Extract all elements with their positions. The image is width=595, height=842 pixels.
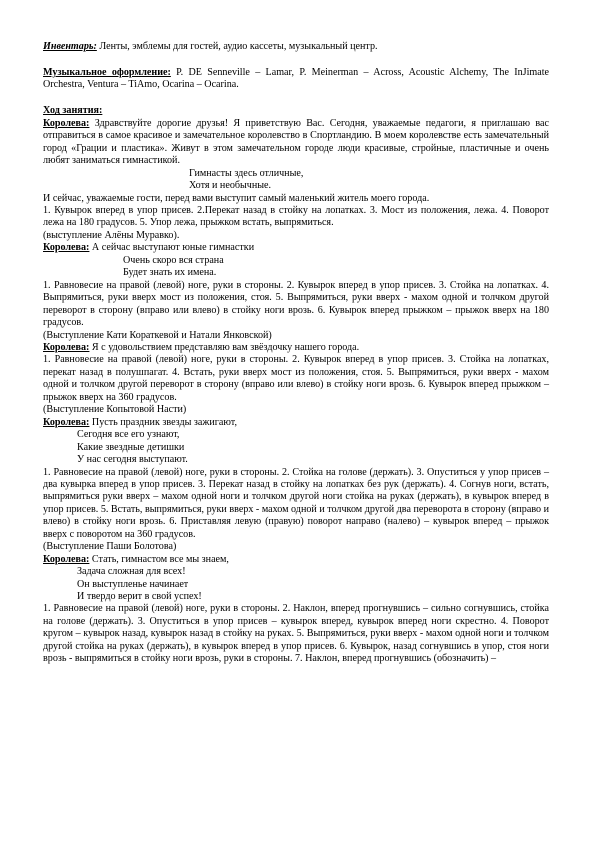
routine-paragraph: 1. Равновесие на правой (левой) ноге, руки в стороны. 2. Кувырок вперед в упор присев. 3. Стойка на лопатках. 4. Выпрямиться, руки вверх мост из положения, стоя. 5. Выпрямиться, руки вверх - махом одной и толчком другой переворот в сторону (вправо или влево) в стойку ноги врозь. 6. Кувырок вперед прыжком – прыжок вверх на 180 градусов. <box>43 279 549 329</box>
speech-paragraph <box>43 554 549 566</box>
speaker-label: Королева: <box>43 416 90 428</box>
performer-caption: (выступление Алёны Муравко). <box>43 229 180 241</box>
intro-paragraph <box>43 118 549 168</box>
performer-caption: (Выступление Копытовой Насти) <box>43 404 187 416</box>
course-heading: Ход занятия: <box>43 105 103 117</box>
intro-text: Здравствуйте дорогие друзья! Я приветствую Вас. Сегодня, уважаемые педагоги, я приглашаю вас отправиться в самое красивое и замечательное королевство в Спортландию. В моем королевстве есть замечательный город «Грации и пластика». Живут в этом замечательном городе люди красивые, стройные, пластичные и очень любят заниматься гимнастикой. <box>43 117 549 167</box>
speech-text: Я с удовольствием представляю вам звёздочку нашего города. <box>89 341 360 353</box>
performer-caption: (Выступление Кати Кораткевой и Натали Янковской) <box>43 329 272 341</box>
speaker-label: Королева: <box>43 341 90 353</box>
intro-verse-line: Хотя и необычные. <box>189 180 272 192</box>
intro-after-text: И сейчас, уважаемые гости, перед вами выступит самый маленький житель моего города. <box>43 192 430 204</box>
routine-paragraph: 1. Равновесие на правой (левой) ноге, руки в стороны. 2. Стойка на голове (держать). 3. Опуститься у упор присев – два кувырка вперед в упор присев. 3. Перекат назад в стойку на лопатках без рук (держать). 4. Согнув ноги, встать, выпрямиться руки вверх – махом одной ноги и толчком другой ноги стойка на руках (держать), в кувырок вперед в упор присев. 5. Встать, выпрямиться, руки вверх - махом одной и толчком другой два переворота в сторону (вправо и влево) в стойку ноги врозь. 6. Приставляя левую (правую) поворот направо (налево) – кувырок вперед – прыжок вверх с поворотом на 360 градусов. <box>43 466 549 540</box>
verse-line: Очень скоро вся страна <box>123 254 224 266</box>
music-paragraph <box>43 67 549 92</box>
performer-caption: (Выступление Паши Болотова) <box>43 541 177 553</box>
inventory-text: Ленты, эмблемы для гостей, аудио кассеты, музыкальный центр. <box>96 41 378 52</box>
verse-line: Он выступленье начинает <box>77 578 189 590</box>
routine-paragraph: 1. Равновесие на правой (левой) ноге, руки в стороны. 2. Наклон, вперед прогнувшись – сильно согнувшись, стойка на голове (держать). 3. Опуститься в упор присев – кувырок вперед, кувырок вперед ноги скрестно. 4. Поворот кругом – кувырок назад, кувырок назад в стойку на руках. 5. Выпрямиться, руки вверх - махом одной ноги и толчком другой стойка на руках (держать), в кувырок вперед в упор присев. 6. Кувырок, назад согнувшись в упор, стоя ноги врозь - выпрямиться в стойку ноги врозь, руки в стороны. 7. Наклон, вперед прогнувшись (обозначить) – <box>43 603 549 665</box>
music-text: P. DE Senneville – Lamar, P. Meinerman – Across, Acoustic Alchemy, The InJimate Orchestra, Ventura – TiAmo, Ocarina – Ocarina. <box>43 66 549 91</box>
routine-paragraph: 1. Кувырок вперед в упор присев. 2.Перекат назад в стойку на лопатках. 3. Мост из положения, лежа. 4. Поворот лежа на 180 градусов. 5. Упор лежа, прыжком встать, выпрямиться. <box>43 204 549 229</box>
speaker-label: Королева: <box>43 242 90 254</box>
routine-paragraph: 1. Равновесие на правой (левой) ноге, руки в стороны. 2. Кувырок вперед в упор присев. 3. Стойка на лопатках, перекат назад в полушпагат. 4. Встать, руки вверх мост из положения, стоя. 5. Выпрямиться, руки вверх - махом одной и толчком другой переворот в сторону (вправо или влево) в стойку ноги врозь. 6. Кувырок вперед прыжком – прыжок вверх на 360 градусов. <box>43 354 549 403</box>
verse-line: Будет знать их имена. <box>123 267 217 279</box>
verse-line: Задача сложная для всех! <box>77 566 186 578</box>
intro-speaker-label: Королева: <box>43 117 90 129</box>
speech-paragraph <box>43 242 549 254</box>
speech-text: Пусть праздник звезды зажигают, <box>89 416 237 428</box>
verse-line: И твердо верит в свой успех! <box>77 591 202 603</box>
verse-line: У нас сегодня выступают. <box>77 454 188 466</box>
speech-paragraph <box>43 342 549 354</box>
speech-text: Стать, гимнастом все мы знаем, <box>89 553 229 565</box>
verse-line: Какие звездные детишки <box>77 441 185 453</box>
inventory-label: Инвентарь: <box>43 41 97 52</box>
speech-paragraph <box>43 417 549 429</box>
music-label: Музыкальное оформление: <box>43 66 171 78</box>
speaker-label: Королева: <box>43 553 90 565</box>
intro-verse-line: Гимнасты здесь отличные, <box>189 167 304 179</box>
speech-text: А сейчас выступают юные гимнастки <box>89 242 255 254</box>
inventory-paragraph <box>43 41 549 53</box>
verse-line: Сегодня все его узнают, <box>77 429 180 441</box>
